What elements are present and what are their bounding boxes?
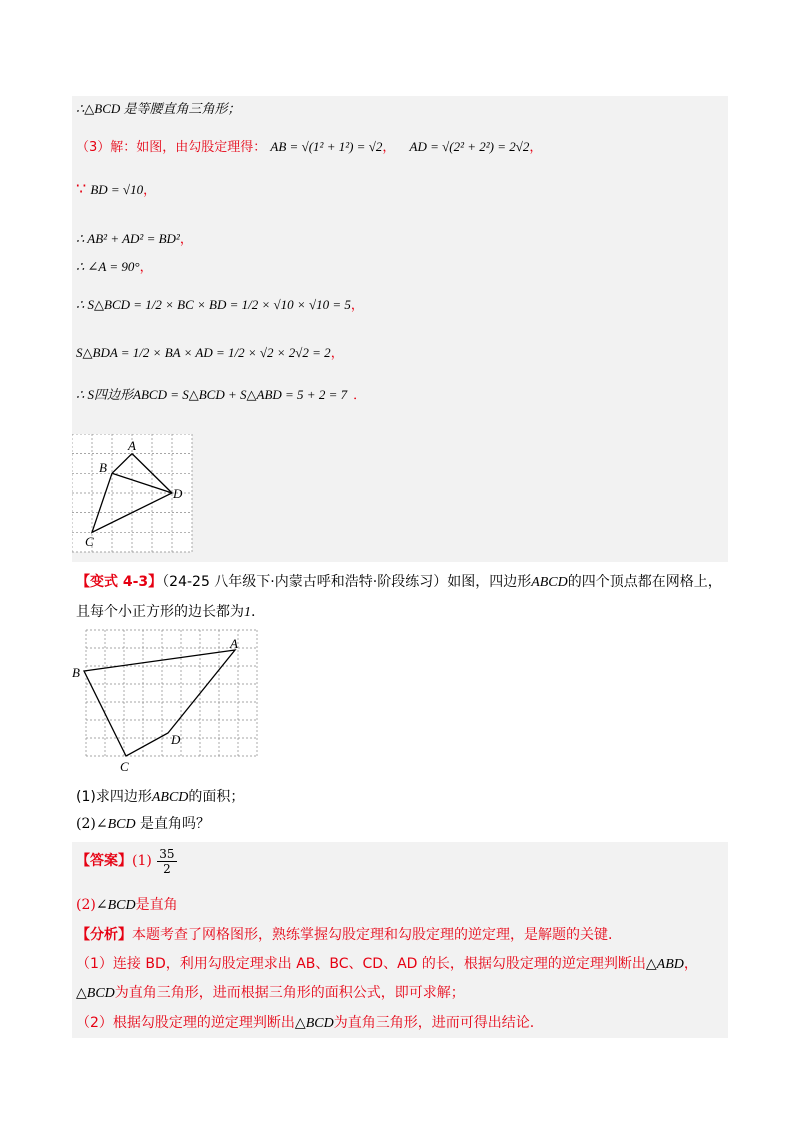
problem-source: （24-25 八年级下·内蒙古呼和浩特·阶段练习）: [162, 574, 448, 590]
analysis-step2: （2）根据勾股定理的逆定理判断出△BCD为直角三角形，进而可得出结论.: [76, 1015, 535, 1031]
bd-line: ∵ BD = √10，: [76, 179, 157, 198]
analysis-tag: 【分析】: [76, 927, 132, 943]
figure-1-label-a: A: [128, 438, 136, 453]
question-2: (2)∠BCD 是直角吗？: [76, 816, 211, 832]
analysis-step1-cont: △BCD为直角三角形，进而根据三角形的面积公式，即可求解；: [76, 985, 465, 1001]
part3-prefix: （3）解：如图，由勾股定理得：: [76, 140, 267, 155]
problem-line-2: 且每个小正方形的边长都为1.: [76, 604, 256, 620]
figure-1-label-d: D: [173, 486, 183, 501]
ad-equation: AD = √(2² + 2²) = 2√2: [409, 139, 530, 154]
figure-2-label-b: B: [72, 665, 80, 680]
ab-equation: AB = √(1² + 1²) = √2: [270, 139, 383, 154]
figure-2-label-a: A: [230, 636, 238, 651]
part3-line: （3）解：如图，由勾股定理得： AB = √(1² + 1²) = √2， AD = √(2² + 2²) = 2√2，: [76, 139, 543, 155]
answer-2: (2)∠BCD是直角: [76, 897, 178, 913]
question-1: (1)求四边形ABCD的面积；: [76, 789, 245, 805]
isosceles-conclusion: ∴△BCD 是等腰直角三角形；: [76, 101, 241, 116]
angle-a-line: ∴ ∠A = 90°，: [76, 259, 153, 275]
sum-squares-line: ∴ AB² + AD² = BD²，: [76, 231, 193, 247]
figure-1-label-c: C: [85, 534, 94, 549]
area-total-line: ∴ S四边形ABCD = S△BCD + S△ABD = 5 + 2 = 7 ．: [76, 387, 367, 403]
area-bda-line: S△BDA = 1/2 × BA × AD = 1/2 × √2 × 2√2 = 2，: [76, 345, 344, 361]
answer-1: 【答案】(1) $\frac{35}{2}$: [76, 846, 175, 876]
analysis-step1: （1）连接 BD，利用勾股定理求出 AB、BC、CD、AD 的长，根据勾股定理的逆定理判断出△ABD，: [76, 956, 698, 972]
answer-tag: 【答案】: [76, 853, 132, 869]
answer-fraction: $\frac{35}{2}$: [159, 846, 175, 876]
figure-2-label-c: C: [120, 759, 129, 774]
figure-1-grid: [72, 434, 194, 554]
problem-line-1: 【变式 4-3】（24-25 八年级下·内蒙古呼和浩特·阶段练习）如图，四边形ABCD的四个顶点都在网格上，: [76, 574, 722, 590]
analysis-line: 【分析】本题考查了网格图形，熟练掌握勾股定理和勾股定理的逆定理，是解题的关键.: [76, 927, 613, 943]
bd-equation: BD = √10: [90, 182, 144, 197]
figure-1-label-b: B: [99, 460, 107, 475]
because-symbol: ∵: [76, 179, 87, 198]
problem-tag: 【变式 4-3】: [76, 574, 163, 590]
figure-2-grid: [70, 626, 262, 774]
area-bcd-line: ∴ S△BCD = 1/2 × BC × BD = 1/2 × √10 × √10 = 5，: [76, 297, 364, 313]
figure-2-label-d: D: [171, 732, 181, 747]
